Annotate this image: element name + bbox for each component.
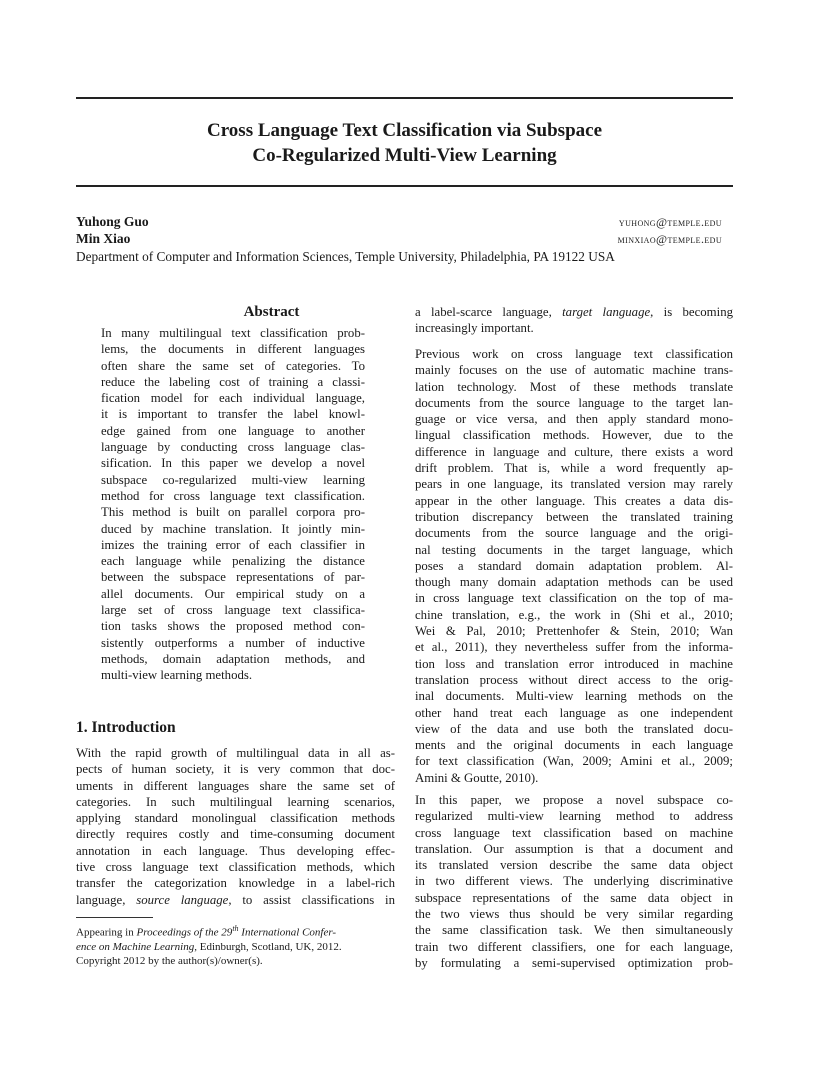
intro-line: annotation in each language. Thus developing effec- (76, 843, 395, 858)
right-line: tion loss and translation error introduced in machine (415, 656, 733, 671)
abstract-line: multi-view learning methods. (101, 668, 253, 683)
affiliation: Department of Computer and Information Sciences, Temple University, Philadelphia, PA 19122 USA (76, 249, 615, 264)
paper-title (76, 118, 733, 168)
footnote-pre: Appearing in (76, 926, 137, 939)
abstract-line: between the subspace representations of par- (101, 570, 365, 585)
right-line: drift problem. That is, while a word frequently ap- (415, 461, 733, 476)
right-line-italic: target language (562, 305, 651, 319)
right-line: lingual classification methods. However, due to the (415, 428, 733, 443)
right-line: documents from the source language to the target lan- (415, 395, 733, 410)
abstract-line: This method is built on parallel corpora pro- (101, 505, 365, 520)
right-line: et al., 2011), they nevertheless suffer from the informa- (415, 640, 733, 655)
abstract-line: sistently outperforms a number of inductive (101, 635, 365, 650)
right-paragraph-2 (415, 346, 733, 786)
abstract-line: imizes the training error of each classifier in (101, 537, 365, 552)
footnote-line (76, 922, 395, 940)
intro-line: categories. In such multilingual learning scenarios, (76, 794, 395, 809)
right-line: in cross language text classification on the top of ma- (415, 591, 733, 606)
abstract-line: methods, domain adaptation methods, and (101, 651, 365, 666)
intro-line (76, 892, 395, 908)
title-top-rule (76, 97, 733, 99)
footnote (76, 922, 395, 968)
right-line-pre: a label-scarce language, (415, 305, 563, 319)
abstract-line: duced by machine translation. It jointly min- (101, 521, 365, 536)
footnote-italic: ence on Machine Learning (76, 940, 195, 953)
abstract-line: large set of cross language text classifica- (101, 603, 365, 618)
right-line: nal testing documents in the target language, which (415, 542, 733, 557)
right-line: documents from the source language and the origi- (415, 526, 733, 541)
right-line: In this paper, we propose a novel subspace co- (415, 793, 733, 807)
introduction-body (76, 745, 395, 908)
intro-line: applying standard monolingual classification methods (76, 811, 395, 826)
right-line: poses a standard domain adaptation problem. Al- (415, 558, 733, 573)
intro-line-pre: language, (76, 892, 137, 907)
right-line: pears in one language, its translated version may rarely (415, 477, 733, 492)
abstract-body (101, 325, 365, 684)
right-line: tribution discrepancy between the translated training (415, 509, 733, 524)
right-line: Amini & Goutte, 2010). (415, 770, 539, 785)
right-line: train two different classifiers, one for each language, (415, 939, 733, 954)
abstract-line: language by conducting cross language clas- (101, 440, 365, 455)
title-bottom-rule (76, 185, 733, 187)
right-line: by formulating a semi-supervised optimization prob- (415, 955, 733, 970)
intro-line: pects of human society, it is very common that doc- (76, 762, 395, 777)
footnote-rule (76, 917, 153, 918)
right-line: though many domain adaptation methods can be used (415, 575, 733, 590)
footnote-post: , Edinburgh, Scotland, UK, 2012. (194, 940, 342, 953)
footnote-line: Copyright 2012 by the author(s)/owner(s). (76, 955, 263, 968)
right-paragraph-3 (415, 792, 733, 971)
right-line (415, 304, 733, 320)
right-line: appear in the other language. This creates a data dis- (415, 493, 733, 508)
right-line: Wei & Pal, 2010; Prettenhofer & Stein, 2010; Wan (415, 624, 733, 639)
abstract-line: edge gained from one language to another (101, 423, 365, 438)
right-line: view of the data and use both the translated docu- (415, 721, 733, 736)
right-line: ments and the original documents in each language (415, 738, 733, 753)
right-line: the two views thus should be very similar regarding (415, 907, 733, 922)
right-line: translation. Our assumption is that a document and (415, 841, 733, 856)
right-line: translation process without direct access to the orig- (415, 672, 733, 687)
right-line: mainly focuses on the use of automatic machine trans- (415, 363, 733, 378)
right-line: difference in language and culture, there exists a word (415, 444, 733, 459)
abstract-heading: Abstract (243, 304, 300, 320)
section-heading-introduction: 1. Introduction (76, 719, 176, 736)
intro-line: tive cross language text classification methods, which (76, 860, 395, 875)
right-line: increasingly important. (415, 321, 534, 336)
right-line: cross language text classification based on machine (415, 825, 733, 840)
author-name-1: Yuhong Guo (76, 214, 149, 229)
abstract-line: often share the same set of categories. To (101, 358, 365, 373)
footnote-sup: th (232, 924, 239, 933)
right-line: subspace representations of the same data object in (415, 890, 733, 905)
abstract-line: sification. In this paper we develop a novel (101, 456, 365, 471)
title-line-1: Cross Language Text Classification via Subspace (206, 120, 603, 141)
abstract-line: method for cross language text classification. (101, 488, 365, 503)
intro-line: uments in different languages share the same set of (76, 778, 395, 793)
right-line: Previous work on cross language text classification (415, 347, 733, 361)
title-line-2: Co-Regularized Multi-View Learning (252, 145, 557, 166)
right-line: for text classification (Wan, 2009; Amini et al., 2009; (415, 754, 733, 769)
right-line: chine translation, e.g., the work in (Shi et al., 2010; (415, 607, 733, 622)
right-line: regularized multi-view learning method to address (415, 809, 733, 824)
abstract-line: subspace co-regularized multi-view learning (101, 472, 365, 487)
abstract-line: lems, the documents in different languages (101, 342, 365, 357)
right-paragraph-1 (415, 304, 733, 337)
abstract-line: it is important to transfer the label knowl- (101, 407, 365, 422)
abstract-line: fication model for each individual language, (101, 391, 365, 406)
right-line: guage or vice versa, and then apply standard mono- (415, 412, 733, 427)
right-line: the same classification task. We then simultaneously (415, 923, 733, 938)
intro-line: transfer the categorization knowledge in a label-rich (76, 876, 395, 891)
right-line: lation technology. Most of these methods translate (415, 379, 733, 394)
abstract-line: reduce the labeling cost of training a classi- (101, 374, 365, 389)
intro-line: directly requires costly and time-consuming document (76, 827, 395, 842)
right-line: other hand treat each language as one independent (415, 705, 733, 720)
abstract-line: each language while penalizing the distance (101, 554, 365, 569)
intro-line-post: , to assist classifications in (228, 892, 395, 907)
author-email-1[interactable]: yuhong@temple.edu (618, 215, 722, 229)
abstract-line: In many multilingual text classification prob- (101, 326, 365, 340)
right-line-post: , is becoming (650, 305, 733, 319)
footnote-italic: International Confer- (238, 926, 337, 939)
right-line: in two different views. The underlying discriminative (415, 874, 733, 889)
right-line: its translated version describe the same data object (415, 858, 733, 873)
author-name-2: Min Xiao (76, 231, 131, 246)
footnote-italic: Proceedings of the 29 (136, 926, 233, 939)
author-email-2[interactable]: minxiao@temple.edu (617, 232, 722, 246)
intro-line: With the rapid growth of multilingual data in all as- (76, 746, 395, 760)
footnote-line (76, 940, 395, 954)
abstract-line: tion tasks shows the proposed method con- (101, 619, 365, 634)
abstract-line: allel documents. Our empirical study on a (101, 586, 365, 601)
right-line: inal documents. Multi-view learning methods on the (415, 689, 733, 704)
intro-line-italic: source language (136, 892, 229, 907)
